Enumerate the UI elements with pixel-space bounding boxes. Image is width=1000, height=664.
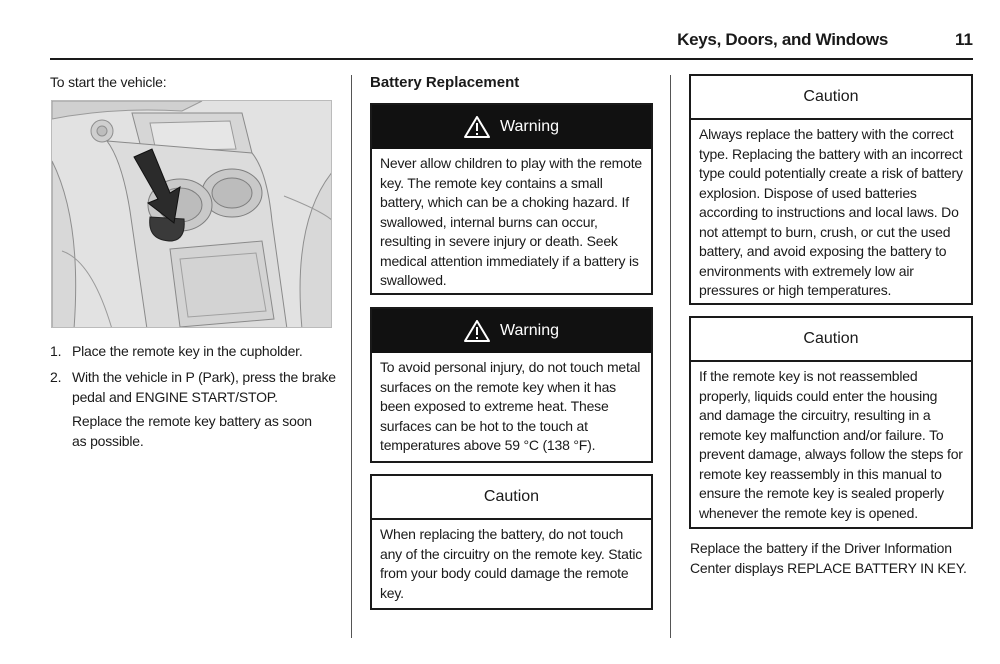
- step-text: Place the remote key in the cupholder.: [72, 343, 303, 359]
- caution-header: [691, 76, 971, 120]
- intro-text: To start the vehicle:: [50, 74, 167, 90]
- warning-triangle-icon: [464, 116, 490, 138]
- warning-body: Never allow children to play with the remote key. The remote key contains a small battery, which can be a choking hazard. If swallowed, internal burns can occur, resulting in severe injury or death. Seek medical attention immediately if a battery is swallowed.: [380, 155, 642, 288]
- caution-title: Caution: [803, 88, 859, 105]
- section-title: Keys, Doors, and Windows: [677, 30, 888, 49]
- center-console-illustration: [51, 100, 332, 328]
- warning-triangle-icon: [464, 320, 490, 342]
- caution-title: Caution: [803, 330, 859, 347]
- replace-battery-note: Replace the battery if the Driver Information Center displays REPLACE BATTERY IN KEY.: [690, 540, 967, 576]
- warning-title: Warning: [500, 118, 559, 135]
- warning-title: Warning: [500, 322, 559, 339]
- caution-body: Always replace the battery with the correct type. Replacing the battery with an incorrect type could potentially create a risk of battery explosion. Dispose of used batteries according to instructions and local laws. Do not attempt to burn, crush, or cut the used battery, and avoid exposing the battery to environments with extremely low air pressures or high temperatures.: [699, 126, 963, 298]
- caution-box-circuitry: [370, 474, 653, 610]
- step-number: 1.: [50, 343, 62, 359]
- battery-replacement-heading: Battery Replacement: [370, 74, 520, 91]
- step-text: With the vehicle in P (Park), press the brake pedal and ENGINE START/STOP.: [72, 369, 336, 405]
- caution-header: [372, 476, 651, 520]
- caution-body: If the remote key is not reassembled properly, liquids could enter the housing and damage the circuitry, resulting in a remote key malfunction and/or failure. To prevent damage, always follow the steps for remote key reassembly in this manual to ensure the remote key is sealed properly whenever the remote key is opened.: [699, 368, 963, 521]
- caution-box-battery-type: [689, 74, 973, 305]
- caution-header: [691, 318, 971, 362]
- caution-body: When replacing the battery, do not touch any of the circuitry on the remote key. Static from your body could damage the remote key.: [380, 526, 643, 601]
- warning-body: To avoid personal injury, do not touch metal surfaces on the remote key when it has been exposed to extreme heat. These surfaces can be hot to the touch at temperatures above 59 °C (138 °F).: [380, 359, 641, 453]
- column-divider-left: [351, 75, 352, 638]
- caution-title: Caution: [483, 488, 540, 505]
- warning-header: [372, 309, 651, 353]
- warning-box-heat: [370, 307, 653, 463]
- warning-box-children: [370, 103, 653, 295]
- page-number: 11: [955, 30, 973, 49]
- battery-note-text: Replace the remote key battery as soon as possible.: [72, 413, 312, 449]
- warning-header: [372, 105, 651, 149]
- column-divider-right: [670, 75, 671, 638]
- step-number: 2.: [50, 369, 62, 385]
- header-rule: [50, 58, 973, 60]
- caution-box-reassembly: [689, 316, 973, 529]
